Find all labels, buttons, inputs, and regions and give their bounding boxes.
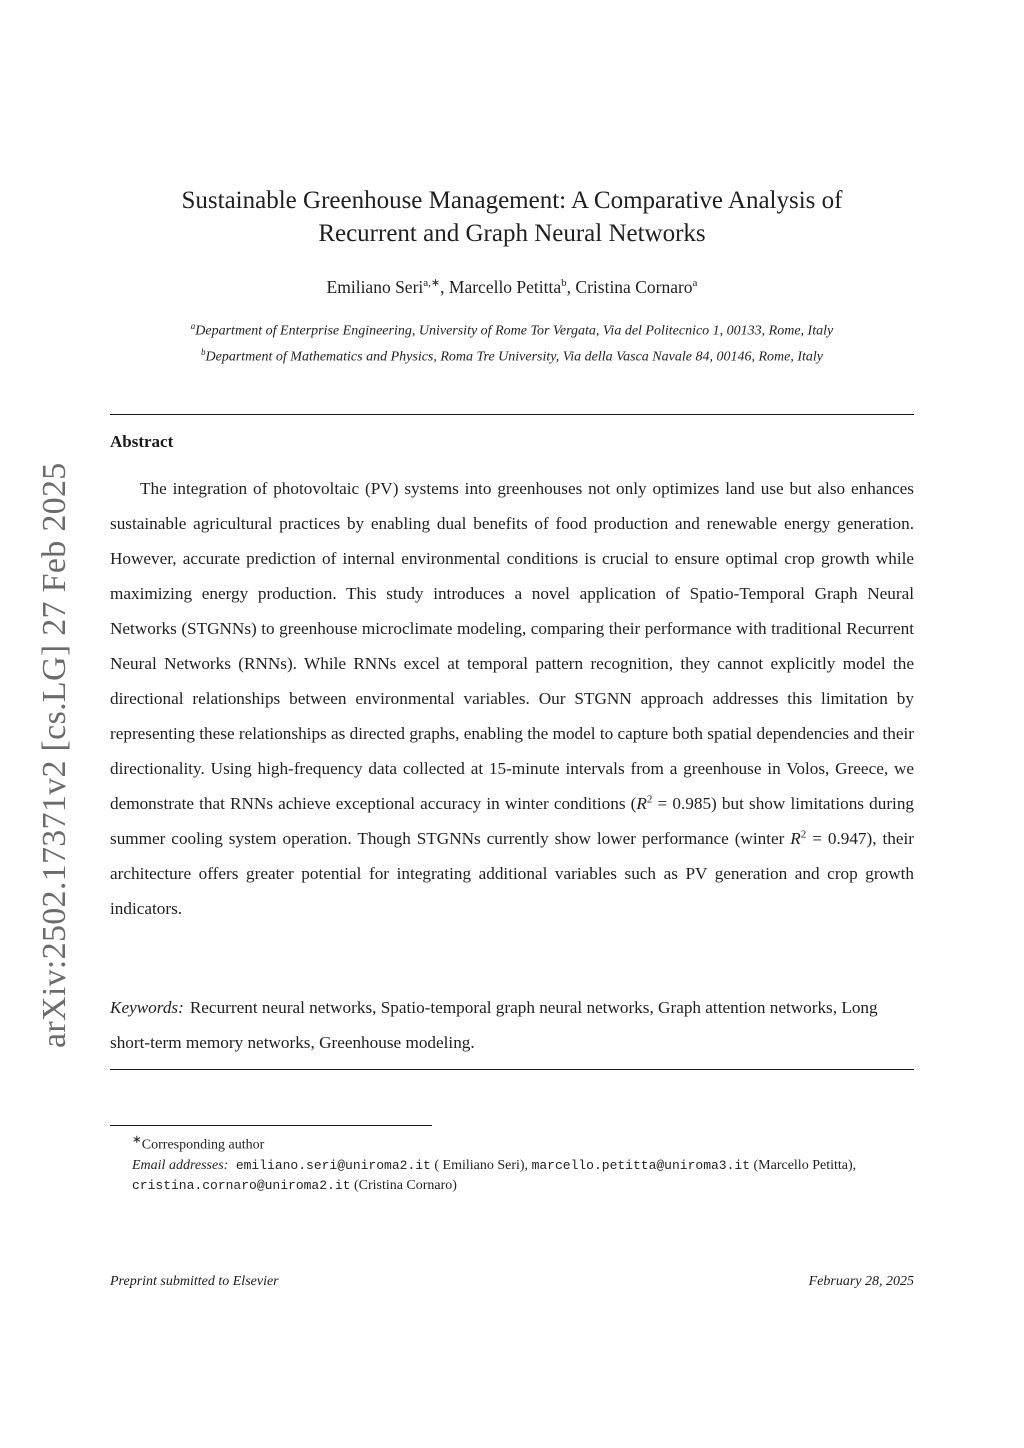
affiliations (100, 316, 924, 367)
abstract-body: The integration of photovoltaic (PV) systems into greenhouses not only optimizes land use but also enhances sustainable agricultural practices by enabling dual benefits of food production and renewable energy generation. However, accurate prediction of internal environmental conditions is crucial to ensure optimal crop growth while maximizing energy production. This study introduces a novel application of Spatio-Temporal Graph Neural Networks (STGNNs) to greenhouse microclimate modeling, comparing their performance with traditional Recurrent Neural Networks (RNNs). While RNNs excel at temporal pattern recognition, they cannot explicitly model the directional relationships between environmental variables. Our STGNN approach addresses this limitation by representing these relationships as directed graphs, enabling the model to capture both spatial dependencies and their directionality. Using high-frequency data collected at 15-minute intervals from a greenhouse in Volos, Greece, we demonstrate that RNNs achieve exceptional accuracy in winter conditions $(R^2 = 0.985)$ but show limitations during summer cooling system operation. Though STGNNs currently show lower performance (winter $R^2 = 0.947$), their architecture offers greater potential for integrating additional variables such as PV generation and crop growth indicators. (110, 479, 915, 918)
author-affil-mark: a (692, 277, 698, 289)
author-affil-mark: b (561, 277, 567, 289)
footnote (110, 1130, 914, 1196)
keywords-label: Keywords: (110, 998, 184, 1017)
author-list: Emiliano Seri$^{a,∗}$, Marcello Petitta$^b$, Cristina Cornaro$^a$ (326, 276, 698, 297)
arxiv-side-label: arXiv:2502.17371v2 [cs.LG] 27 Feb 2025 (36, 462, 73, 1048)
abstract-top-rule (110, 414, 914, 415)
author-name: Cristina Cornaro (575, 276, 693, 297)
affiliation-a: $^a$Department of Enterprise Engineering, University of Rome Tor Vergata, Via del Politecnico 1, 00133, Rome, Italy (190, 321, 834, 339)
email-link[interactable]: emiliano.seri@uniroma2.it (235, 1157, 431, 1173)
affiliation-b: $^b$Department of Mathematics and Physics, Roma Tre University, Via della Vasca Navale 84, 00146, Rome, Italy (201, 346, 823, 365)
author-name: Marcello Petitta (448, 276, 562, 297)
keywords-text: Recurrent neural networks, Spatio-temporal graph neural networks, Graph attention networks, Long short-term memory networks, Greenhouse modeling. (110, 998, 878, 1052)
email-link[interactable]: marcello.petitta@uniroma3.it (531, 1157, 750, 1173)
abstract-heading: Abstract (110, 432, 174, 451)
author-affil-mark: a,∗ (423, 277, 441, 289)
email-addresses: Email addresses: emiliano.seri@uniroma2.it ( Emiliano Seri), marcello.petitta@uniroma3.it (Marcello Petitta), cristina.cornaro@uniroma2.it (Cristina Cornaro) (132, 1157, 857, 1193)
footnote-rule (110, 1125, 432, 1126)
email-link[interactable]: cristina.cornaro@uniroma2.it (132, 1177, 351, 1193)
title-line-1: Sustainable Greenhouse Management: A Comparative Analysis of (181, 187, 843, 214)
preprint-note: Preprint submitted to Elsevier (110, 1274, 279, 1289)
keywords (110, 990, 914, 1060)
abstract-bottom-rule (110, 1069, 914, 1070)
title-line-2: Recurrent and Graph Neural Networks (318, 220, 706, 247)
paper-title (110, 184, 914, 250)
corresponding-author-note: ∗Corresponding author (132, 1133, 265, 1153)
preprint-date: February 28, 2025 (808, 1274, 914, 1289)
author-name: Emiliano Seri (326, 276, 424, 297)
